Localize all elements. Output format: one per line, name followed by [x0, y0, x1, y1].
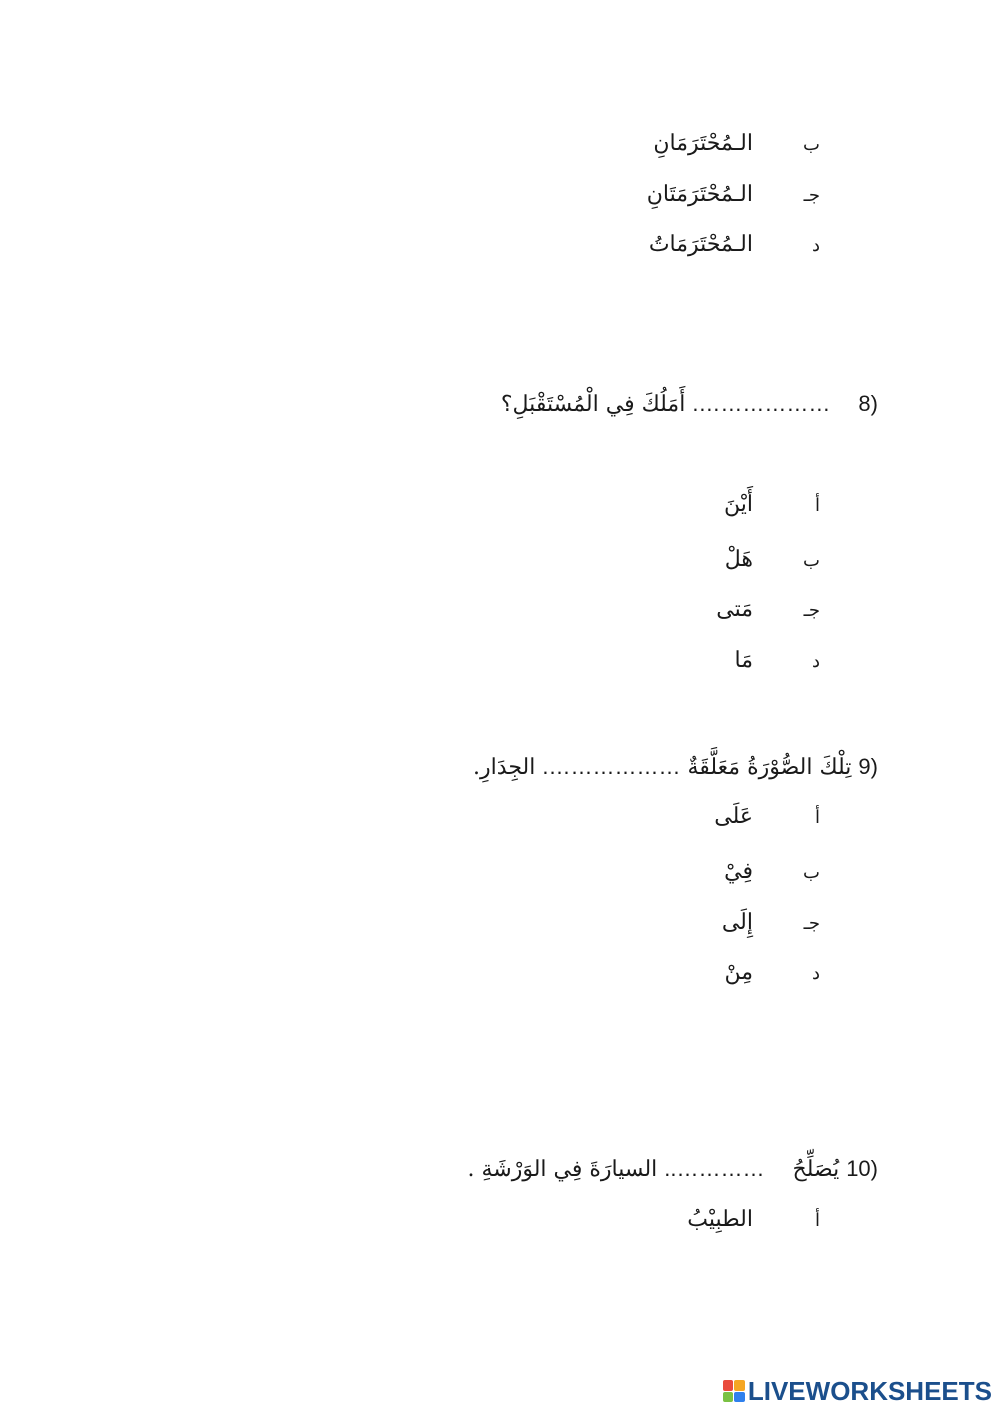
question-9	[473, 756, 878, 779]
option-text: الـمُحْتَرَمَانِ	[653, 131, 753, 156]
option-row[interactable]	[687, 1209, 820, 1231]
option-letter: د	[811, 235, 820, 256]
option-letter: ب	[803, 134, 820, 155]
option-text: فِيْ	[724, 859, 753, 884]
option-letter: أ	[814, 1210, 820, 1231]
logo-icon	[723, 1380, 745, 1402]
option-letter: ب	[803, 862, 820, 883]
question-text: أَمَلُكَ فِي الْمُسْتَقْبَلِ؟	[500, 392, 686, 417]
question-text-before: يُصَلِّحُ	[792, 1157, 840, 1182]
option-text: مَتى	[716, 597, 753, 622]
option-text: أَيْنَ	[724, 492, 753, 517]
option-row[interactable]	[647, 184, 820, 206]
blank-dots[interactable]: ……………….	[692, 391, 831, 416]
option-row[interactable]	[724, 861, 820, 883]
option-text: الطبِيْبُ	[687, 1207, 753, 1232]
blank-dots[interactable]: ……………….	[542, 754, 681, 779]
question-number: (9	[858, 754, 878, 779]
option-row[interactable]	[724, 962, 820, 984]
blank-dots[interactable]: …………..	[664, 1156, 765, 1181]
brand-name: LIVEWORKSHEETS	[747, 1375, 992, 1406]
option-row[interactable]	[735, 650, 821, 672]
option-letter: جـ	[803, 913, 820, 934]
question-number: (10	[846, 1156, 878, 1181]
option-row[interactable]	[649, 234, 820, 256]
option-row[interactable]	[722, 912, 820, 934]
option-text: مِنْ	[724, 960, 753, 985]
option-row[interactable]	[714, 806, 820, 828]
liveworksheets-logo[interactable]	[723, 1377, 992, 1405]
option-letter: أ	[814, 807, 820, 828]
option-text: عَلَى	[714, 804, 753, 829]
option-row[interactable]	[725, 549, 820, 571]
option-text: الـمُحْتَرَمَاتُ	[648, 232, 753, 257]
option-letter: ب	[803, 550, 820, 571]
question-number: (8	[858, 391, 878, 416]
option-letter: أ	[814, 495, 820, 516]
question-text-before: تِلْكَ الصُّوْرَةُ مَعَلَّقَةٌ	[687, 755, 852, 780]
option-text: هَلْ	[724, 547, 753, 572]
logo-square	[734, 1392, 745, 1403]
option-text: إِلَى	[721, 910, 753, 935]
question-text-after: الجِدَارِ.	[473, 755, 536, 780]
option-letter: جـ	[803, 600, 820, 621]
question-text-after: السيارَةَ فِي الوَرْشَةِ .	[467, 1157, 658, 1182]
option-letter: د	[811, 651, 820, 672]
option-letter: جـ	[803, 185, 820, 206]
question-10	[467, 1158, 878, 1181]
logo-square	[723, 1392, 734, 1403]
logo-square	[723, 1380, 734, 1391]
question-8	[501, 393, 878, 416]
option-text: الـمُحْتَرَمَتَانِ	[646, 182, 753, 207]
option-letter: د	[811, 963, 820, 984]
option-row[interactable]	[653, 133, 820, 155]
option-text: مَا	[734, 648, 753, 673]
option-row[interactable]	[716, 599, 820, 621]
option-row[interactable]	[724, 494, 820, 516]
logo-square	[734, 1380, 745, 1391]
